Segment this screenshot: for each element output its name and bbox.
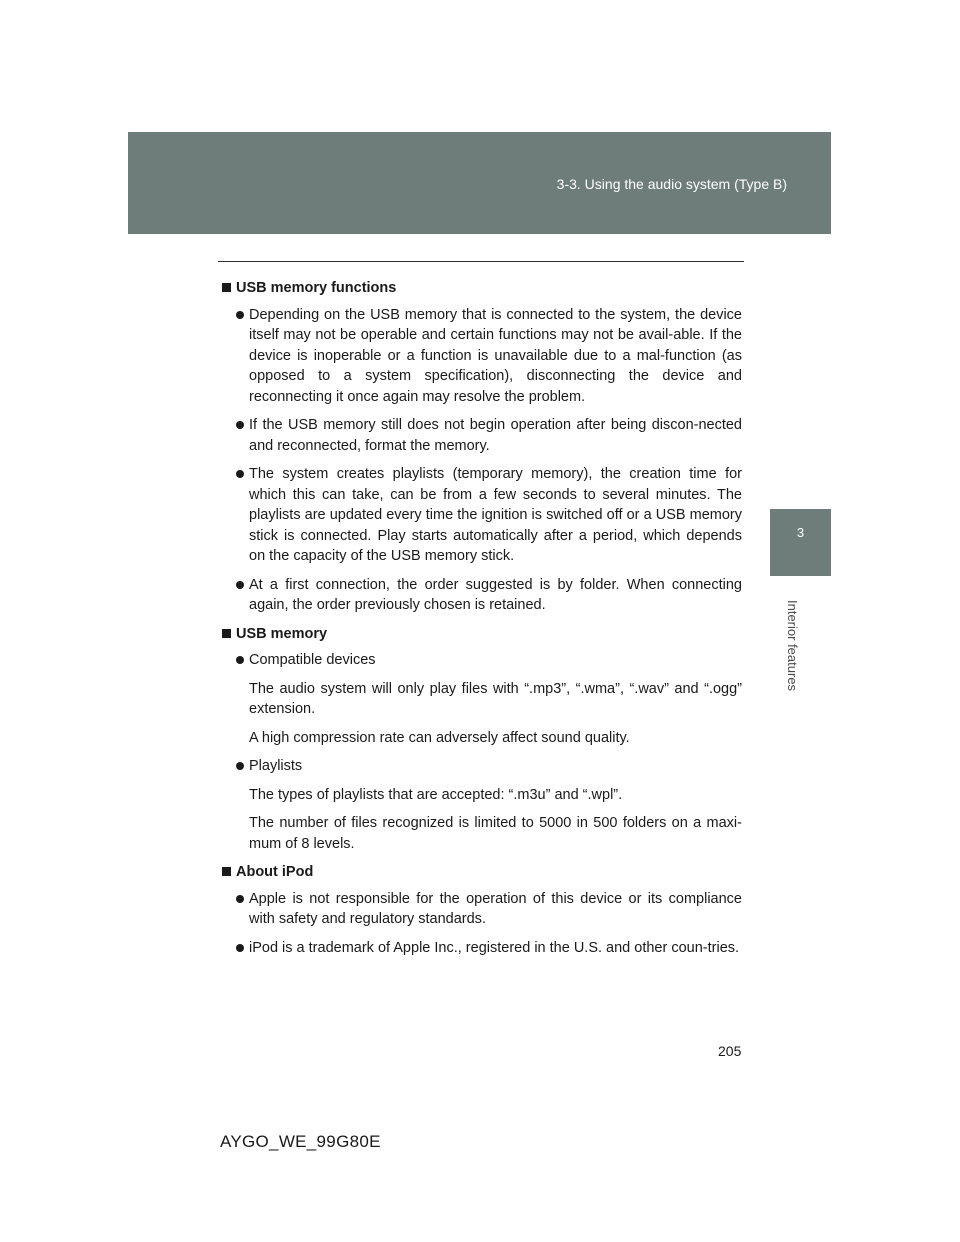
round-bullet-icon [236,895,244,903]
round-bullet-icon [236,311,244,319]
section-usb-memory [220,624,742,855]
sub-paragraph: A high compression rate can adversely affect sound quality. [249,729,630,746]
page-number: 205 [718,1043,742,1059]
round-bullet-icon [236,470,244,478]
header-rule [218,261,744,262]
square-bullet-icon [222,629,231,638]
list-item: Depending on the USB memory that is connected to the system, the device itself may not be operable and certain functions may not be avail-able. If the device is inoperable or a function is unavailable due to a mal-function (as opposed to a system specification), disconnecting the device and reconnecting it once again may resolve the problem. [220,305,742,408]
section-title: 3-3. Using the audio system (Type B) [556,176,787,192]
round-bullet-icon [236,581,244,589]
section-usb-memory-functions [220,278,742,616]
round-bullet-icon [236,762,244,770]
list-item: Compatible devices [220,650,742,671]
header-band [128,132,831,234]
sub-paragraph: The types of playlists that are accepted: “.m3u” and “.wpl”. [249,786,623,803]
chapter-tab [770,509,831,576]
section-heading: About iPod [220,862,742,883]
square-bullet-icon [222,867,231,876]
sub-paragraph: The audio system will only play files with “.mp3”, “.wma”, “.wav” and “.ogg” extension. [249,680,742,717]
section-heading: USB memory functions [220,278,742,299]
page-content [220,278,742,966]
round-bullet-icon [236,421,244,429]
sub-paragraph: The number of files recognized is limited to 5000 in 500 folders on a maxi-mum of 8 levels. [249,815,742,852]
list-item: At a first connection, the order suggested is by folder. When connecting again, the order previously chosen is retained. [220,575,742,616]
list-item: Apple is not responsible for the operation of this device or its compliance with safety and regulatory standards. [220,889,742,930]
list-item: Playlists [220,756,742,777]
round-bullet-icon [236,944,244,952]
list-item: The system creates playlists (temporary memory), the creation time for which this can take, can be from a few seconds to several minutes. The playlists are updated every time the ignition is switched off or a USB memory stick is connected. Play starts automatically after a period, which depends on the capacity of the USB memory stick. [220,464,742,567]
list-item: If the USB memory still does not begin operation after being discon-nected and reconnected, format the memory. [220,415,742,456]
chapter-label: Interior features [785,600,800,692]
list-item: iPod is a trademark of Apple Inc., registered in the U.S. and other coun-tries. [220,938,742,959]
chapter-number: 3 [796,525,805,540]
document-code: AYGO_WE_99G80E [220,1132,381,1151]
square-bullet-icon [222,283,231,292]
section-heading: USB memory [220,624,742,645]
round-bullet-icon [236,656,244,664]
section-about-ipod [220,862,742,958]
